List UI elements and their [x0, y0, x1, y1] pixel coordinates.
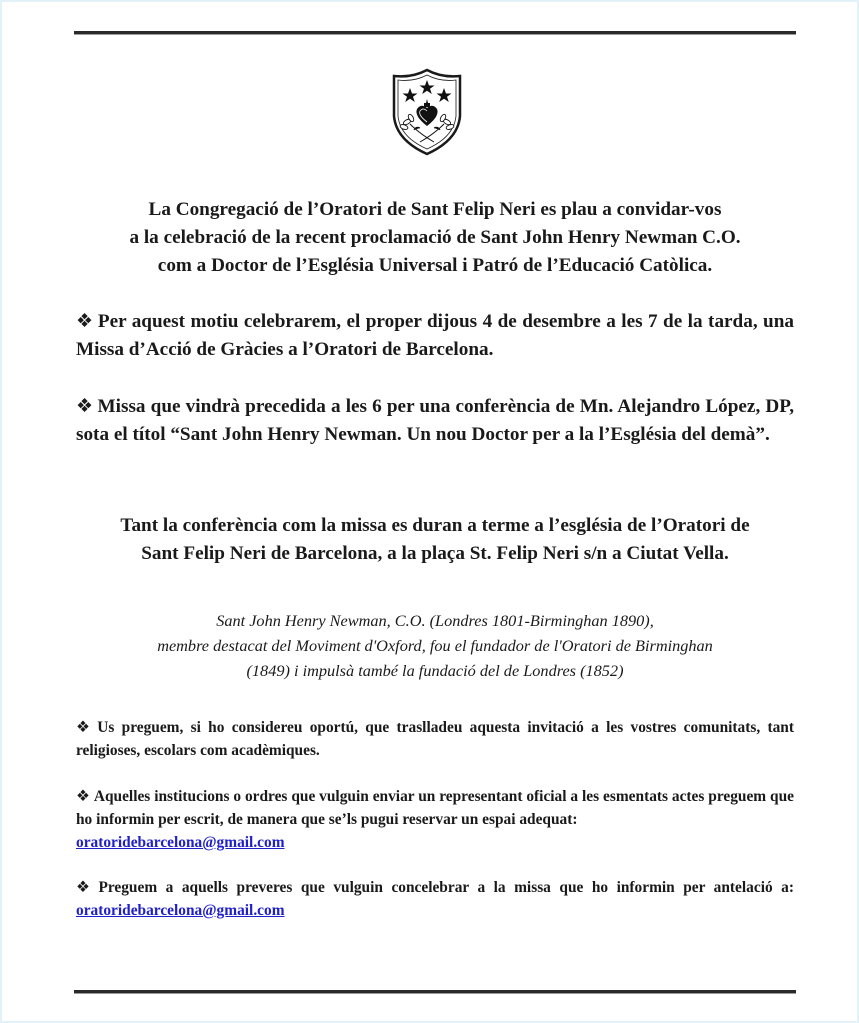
venue-line: Tant la conferència com la missa es duran a terme a l’església de l’Oratori de — [120, 515, 750, 536]
mass-announcement — [76, 308, 794, 364]
intro-line: La Congregació de l’Oratori de Sant Felip Neri es plau a convidar-vos — [148, 199, 722, 220]
concelebration-note — [76, 876, 794, 922]
bullet-diamond-icon: ❖ — [76, 788, 90, 805]
bullet-diamond-icon: ❖ — [76, 311, 94, 332]
intro-line: com a Doctor de l’Església Universal i Patró de l’Educació Catòlica. — [157, 255, 713, 276]
concelebration-note-text: Preguem a aquells preveres que vulguin concelebrar a la missa que ho informin per antelació a: — [98, 879, 794, 896]
email-link[interactable]: oratoridebarcelona@gmail.com — [76, 902, 285, 919]
bio-line: Sant John Henry Newman, C.O. (Londres 1801-Birminghan 1890), — [216, 611, 654, 630]
invitation-intro — [74, 196, 796, 280]
bullet-diamond-icon: ❖ — [76, 396, 94, 417]
share-request-text: Us preguem, si ho considereu oportú, que traslladeu aquesta invitació a les vostres comunitats, tant religioses, escolars com acadèmiques. — [76, 719, 794, 759]
conference-announcement-text: Missa que vindrà precedida a les 6 per una conferència de Mn. Alejandro López, DP, sota el títol “Sant John Henry Newman. Un nou Doctor per a la l’Església del demà”. — [76, 396, 794, 445]
newman-biography — [74, 608, 796, 683]
mass-announcement-text: Per aquest motiu celebrarem, el proper dijous 4 de desembre a les 7 de la tarda, una Missa d’Acció de Gràcies a l’Oratori de Barcelona. — [76, 311, 794, 360]
venue-info — [74, 512, 796, 568]
bio-line: (1849) i impulsà també la fundació del de Londres (1852) — [246, 661, 624, 680]
shield-crest-icon — [390, 68, 464, 156]
email-link[interactable]: oratoridebarcelona@gmail.com — [76, 834, 285, 851]
bullet-diamond-icon: ❖ — [76, 719, 94, 736]
bio-line: membre destacat del Moviment d'Oxford, fou el fundador de l'Oratori de Birminghan — [157, 636, 713, 655]
top-divider — [74, 31, 796, 35]
intro-line: a la celebració de la recent proclamació de Sant John Henry Newman C.O. — [129, 227, 741, 248]
venue-line: Sant Felip Neri de Barcelona, a la plaça St. Felip Neri s/n a Ciutat Vella. — [141, 543, 729, 564]
representative-note-text: Aquelles institucions o ordres que vulguin enviar un representant oficial a les esmentats actes preguem que ho informin per escrit, de manera que se’ls pugui reservar un espai adequat: — [76, 788, 794, 828]
representative-note — [76, 785, 794, 854]
bullet-diamond-icon: ❖ — [76, 879, 95, 896]
conference-announcement — [76, 393, 794, 449]
share-request-note — [76, 716, 794, 762]
bottom-divider — [74, 990, 796, 994]
